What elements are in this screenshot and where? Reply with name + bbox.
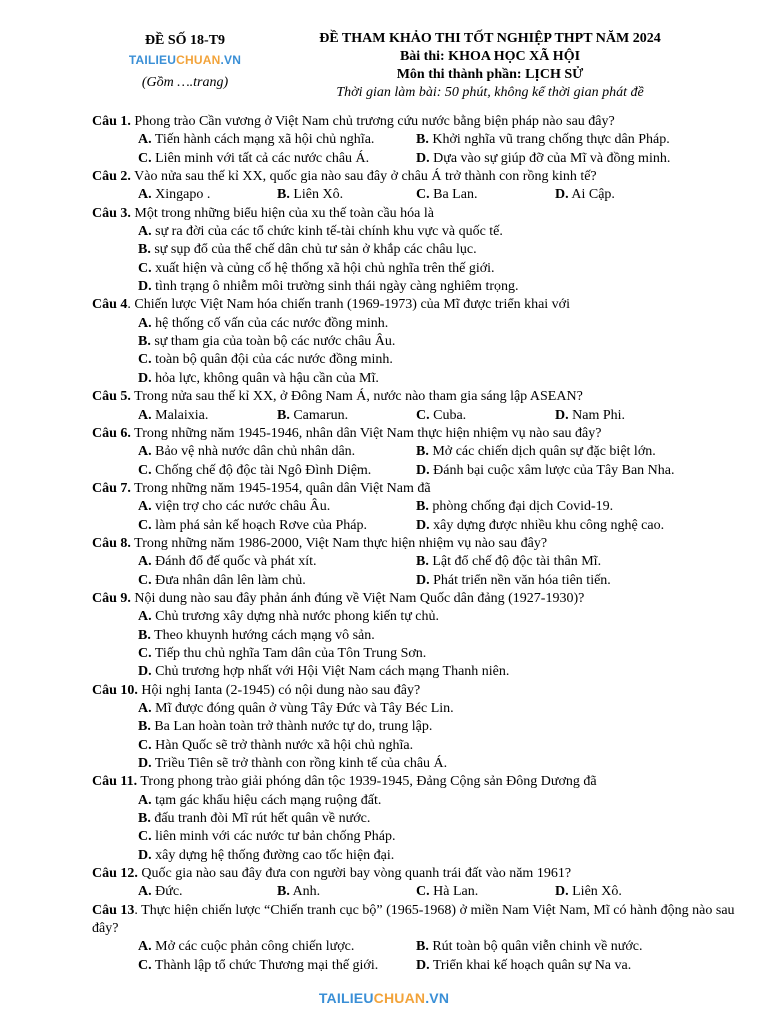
answer-key: C. [138, 150, 152, 166]
question-number: Câu 1. [92, 114, 131, 129]
question-2 [92, 168, 742, 186]
answer-key: C. [138, 957, 152, 973]
answer-option[interactable] [416, 131, 694, 149]
answer-key: B. [138, 811, 151, 827]
answer-key: A. [138, 407, 152, 423]
question-text: Trong những năm 1945-1946, nhân dân Việt Nam thực hiện nhiệm vụ nào sau đây? [130, 425, 602, 441]
question-text: Vào nửa sau thế kỉ XX, quốc gia nào sau đây ở châu Á trở thành con rồng kinh tế? [130, 169, 597, 185]
question-list [92, 113, 742, 975]
question-number: Câu 6. [92, 425, 131, 441]
answer-option[interactable] [138, 186, 277, 204]
exam-component: Môn thi thành phần: LỊCH SỬ [396, 67, 584, 82]
answer-row [92, 517, 742, 535]
answer-key: A. [138, 884, 152, 900]
answer-text: hệ thống cố vấn của các nước đồng minh. [151, 315, 389, 331]
answer-option[interactable] [416, 553, 694, 571]
answer-key: C. [138, 645, 152, 661]
answer-text: sự tham gia của toàn bộ các nước châu Âu. [150, 334, 396, 350]
question-text: Trong nửa sau thế kỉ XX, ở Đông Nam Á, nước nào tham gia sáng lập ASEAN? [130, 389, 583, 405]
answer-row [92, 223, 742, 241]
answer-text: xây dựng được nhiều khu công nghệ cao. [429, 517, 665, 533]
answer-row [92, 443, 742, 461]
header-left [100, 30, 270, 91]
answer-option[interactable] [138, 938, 416, 956]
answer-option[interactable] [555, 407, 694, 425]
question-text: Trong những năm 1945-1954, quân dân Việt Nam đã [130, 480, 431, 496]
answer-text: Camarun. [289, 407, 349, 423]
answer-option[interactable] [138, 443, 416, 461]
answer-key: B. [138, 627, 151, 643]
answer-key: A. [138, 609, 152, 625]
answer-text: Tiến hành cách mạng xã hội chủ nghĩa. [151, 132, 375, 148]
answer-text: Theo khuynh hướng cách mạng vô sản. [150, 627, 375, 643]
exam-time: Thời gian làm bài: 50 phút, không kể thời gian phát đề [336, 85, 644, 100]
answer-row [92, 810, 742, 828]
answer-text: sự sụp đổ của thể chế dân chủ tư sản ở khắp các châu lục. [150, 242, 477, 258]
answer-row [92, 150, 742, 168]
answer-option[interactable] [138, 279, 519, 294]
answer-text: viện trợ cho các nước châu Âu. [151, 499, 331, 515]
answer-key: C. [138, 260, 152, 276]
answer-text: Nam Phi. [568, 407, 626, 423]
answer-option[interactable] [138, 829, 395, 844]
answer-text: tình trạng ô nhiễm môi trường sinh thái ngày càng nghiêm trọng. [151, 279, 519, 295]
answer-option[interactable] [138, 738, 413, 753]
answer-text: Ai Cập. [568, 187, 615, 203]
answer-key: B. [138, 719, 151, 735]
answer-key: B. [277, 407, 290, 423]
answer-key: D. [138, 279, 152, 295]
answer-row [92, 718, 742, 736]
answer-option[interactable] [277, 407, 416, 425]
answer-row [92, 351, 742, 369]
answer-text: xuất hiện và củng cố hệ thống xã hội chủ nghĩa trên thế giới. [151, 260, 495, 276]
answer-row [92, 627, 742, 645]
answer-row [92, 572, 742, 590]
answer-option[interactable] [138, 664, 509, 679]
answer-option[interactable] [138, 957, 416, 975]
answer-option[interactable] [138, 719, 432, 734]
question-6 [92, 425, 742, 443]
footer-logo[interactable] [0, 991, 768, 1005]
answer-text: Liên Xô. [289, 187, 344, 203]
answer-option[interactable] [416, 150, 694, 168]
answer-key: D. [555, 187, 569, 203]
answer-option[interactable] [138, 261, 495, 276]
answer-key: B. [277, 187, 290, 203]
answer-row [92, 462, 742, 480]
answer-option[interactable] [138, 131, 416, 149]
question-text: Nội dung nào sau đây phản ánh đúng về Việt Nam Quốc dân đảng (1927-1930)? [130, 590, 585, 606]
answer-row [92, 407, 742, 425]
answer-key: D. [138, 664, 152, 680]
answer-option[interactable] [138, 371, 379, 386]
answer-text: Anh. [289, 884, 321, 900]
exam-subject: Bài thi: KHOA HỌC XÃ HỘI [399, 49, 581, 64]
answer-key: D. [138, 756, 152, 772]
answer-option[interactable] [138, 628, 375, 643]
answer-text: tạm gác khẩu hiệu cách mạng ruộng đất. [151, 792, 382, 808]
answer-key: D. [416, 957, 430, 973]
question-number: Câu 5. [92, 389, 131, 405]
answer-option[interactable] [416, 186, 555, 204]
answer-key: C. [138, 352, 152, 368]
question-number: Câu 2. [92, 169, 131, 185]
answer-text: Chủ trương xây dựng nhà nước phong kiến tự chủ. [151, 609, 440, 625]
answer-option[interactable] [138, 224, 503, 239]
answer-key: B. [138, 334, 151, 350]
site-logo[interactable] [100, 53, 270, 67]
question-5 [92, 388, 742, 406]
logo-part-1: TAILIEU [128, 53, 177, 67]
answer-text: hỏa lực, không quân và hậu cần của Mĩ. [151, 370, 379, 386]
answer-key: C. [138, 572, 152, 588]
answer-key: A. [138, 187, 152, 203]
answer-option[interactable] [138, 242, 477, 257]
question-text: Một trong những biểu hiện của xu thế toàn cầu hóa là [130, 205, 434, 221]
answer-text: Mở các cuộc phản công chiến lược. [151, 939, 355, 955]
answer-row [92, 278, 742, 296]
answer-row [92, 370, 742, 388]
question-number: Câu 9. [92, 590, 131, 606]
question-number: Câu 12. [92, 866, 138, 882]
answer-option[interactable] [138, 352, 393, 367]
answer-option[interactable] [138, 646, 426, 661]
question-number: Câu 13 [92, 902, 135, 918]
answer-key: D. [416, 572, 430, 588]
answer-key: D. [416, 517, 430, 533]
question-8 [92, 535, 742, 553]
answer-option[interactable] [138, 553, 416, 571]
answer-option[interactable] [138, 517, 416, 535]
answer-option[interactable] [416, 517, 694, 535]
answer-row [92, 645, 742, 663]
answer-key: C. [138, 737, 152, 753]
question-text: Trong những năm 1986-2000, Việt Nam thực hiện nhiệm vụ nào sau đây? [130, 535, 548, 551]
answer-option[interactable] [416, 572, 694, 590]
answer-row [92, 608, 742, 626]
footer [0, 988, 768, 1005]
answer-key: A. [138, 792, 152, 808]
answer-row [92, 131, 742, 149]
logo-part-2: CHUAN [176, 53, 221, 67]
answer-text: Xingapo . [151, 187, 211, 203]
answer-option[interactable] [416, 443, 694, 461]
answer-text: Mở các chiến dịch quân sự đặc biệt lớn. [428, 444, 656, 460]
answer-option[interactable] [416, 938, 694, 956]
answer-text: Hàn Quốc sẽ trở thành nước xã hội chủ nghĩa. [151, 737, 414, 753]
answer-row [92, 957, 742, 975]
answer-key: C. [138, 829, 152, 845]
answer-text: Malaixia. [151, 407, 209, 423]
question-text: Hội nghị Ianta (2-1945) có nội dung nào sau đây? [137, 682, 421, 698]
question-number: Câu 7. [92, 480, 131, 496]
answer-text: Tiếp thu chủ nghĩa Tam dân của Tôn Trung Sơn. [151, 645, 427, 661]
answer-option[interactable] [138, 793, 381, 808]
answer-key: D. [555, 884, 569, 900]
answer-text: Hà Lan. [429, 884, 479, 900]
question-1 [92, 113, 742, 131]
answer-text: Đánh đổ đế quốc và phát xít. [151, 554, 317, 570]
answer-key: D. [555, 407, 569, 423]
answer-key: A. [138, 444, 152, 460]
answer-text: Triều Tiên sẽ trở thành con rồng kinh tế của châu Á. [151, 756, 448, 772]
answer-key: B. [138, 242, 151, 258]
answer-key: D. [138, 370, 152, 386]
answer-row [92, 186, 742, 204]
answer-row [92, 755, 742, 773]
answer-key: A. [138, 499, 152, 515]
answer-text: sự ra đời của các tổ chức kinh tế-tài chính khu vực và quốc tế. [151, 224, 503, 240]
answer-row [92, 333, 742, 351]
answer-key: A. [138, 315, 152, 331]
answer-text: Dựa vào sự giúp đỡ của Mĩ và đồng minh. [429, 150, 671, 166]
answer-key: C. [138, 462, 152, 478]
question-text: Quốc gia nào sau đây đưa con người bay vòng quanh trái đất vào năm 1961? [137, 866, 572, 882]
answer-text: Đưa nhân dân lên làm chủ. [151, 572, 306, 588]
answer-text: Liên Xô. [568, 884, 622, 900]
answer-row [92, 700, 742, 718]
answer-key: A. [138, 224, 152, 240]
answer-text: Chống chế độ độc tài Ngô Đình Diệm. [151, 462, 372, 478]
answer-option[interactable] [555, 186, 694, 204]
logo-part-2: CHUAN [373, 990, 426, 1006]
answer-text: Đánh bại cuộc xâm lược của Tây Ban Nha. [429, 462, 675, 478]
question-13 [92, 902, 742, 939]
answer-row [92, 828, 742, 846]
answer-option[interactable] [277, 883, 416, 901]
answer-row [92, 938, 742, 956]
question-number: Câu 8. [92, 535, 131, 551]
answer-text: Ba Lan. [429, 187, 478, 203]
question-text: . Chiến lược Việt Nam hóa chiến tranh (1969-1973) của Mĩ được triển khai với [127, 297, 570, 313]
question-text: Phong trào Cần vương ở Việt Nam chủ trương cứu nước bằng biện pháp nào sau đây? [130, 114, 615, 129]
question-3 [92, 205, 742, 223]
answer-option[interactable] [416, 498, 694, 516]
answer-row [92, 792, 742, 810]
answer-option[interactable] [138, 150, 416, 168]
answer-key: C. [416, 187, 430, 203]
answer-text: làm phá sản kế hoạch Rơve của Pháp. [151, 517, 368, 533]
answer-text: Bảo vệ nhà nước dân chủ nhân dân. [151, 444, 356, 460]
header-right [290, 30, 690, 102]
answer-text: Mĩ được đóng quân ở vùng Tây Đức và Tây Béc Lin. [151, 701, 454, 716]
answer-option[interactable] [555, 883, 694, 901]
answer-key: B. [416, 499, 429, 515]
answer-text: Thành lập tổ chức Thương mại thế giới. [151, 957, 379, 973]
answer-option[interactable] [138, 609, 439, 624]
answer-key: A. [138, 939, 152, 955]
answer-option[interactable] [138, 407, 277, 425]
question-number: Câu 3. [92, 205, 131, 221]
answer-option[interactable] [416, 462, 694, 480]
answer-option[interactable] [138, 498, 416, 516]
answer-key: B. [416, 939, 429, 955]
answer-key: B. [416, 132, 429, 148]
answer-key: C. [416, 884, 430, 900]
answer-option[interactable] [138, 883, 277, 901]
answer-row [92, 663, 742, 681]
answer-text: Ba Lan hoàn toàn trở thành nước tự do, trung lập. [150, 719, 433, 735]
answer-text: đấu tranh đòi Mĩ rút hết quân về nước. [150, 811, 371, 827]
question-10 [92, 682, 742, 700]
answer-text: phòng chống đại dịch Covid-19. [428, 499, 614, 515]
answer-row [92, 498, 742, 516]
answer-option[interactable] [416, 883, 555, 901]
answer-key: A. [138, 132, 152, 148]
question-text: Trong phong trào giải phóng dân tộc 1939-1945, Đảng Cộng sản Đông Dương đã [137, 774, 597, 790]
answer-row [92, 553, 742, 571]
question-number: Câu 10. [92, 682, 138, 698]
question-number: Câu 4 [92, 297, 128, 313]
answer-text: xây dựng hệ thống đường cao tốc hiện đại. [151, 847, 395, 863]
answer-key: A. [138, 701, 152, 716]
exam-header [0, 30, 768, 110]
question-12 [92, 865, 742, 883]
answer-text: Cuba. [429, 407, 467, 423]
answer-key: D. [416, 462, 430, 478]
answer-row [92, 847, 742, 865]
answer-key: C. [416, 407, 430, 423]
answer-option[interactable] [138, 462, 416, 480]
answer-row [92, 260, 742, 278]
answer-key: B. [416, 444, 429, 460]
page-count: (Gồm ….trang) [141, 75, 229, 90]
answer-text: Liên minh với tất cả các nước châu Á. [151, 150, 370, 166]
question-4 [92, 296, 742, 314]
question-text: . Thực hiện chiến lược “Chiến tranh cục bộ” (1965-1968) ở miền Nam Việt Nam, Mĩ có hành động nào sau đây? [92, 902, 735, 937]
answer-text: Chủ trương hợp nhất với Hội Việt Nam cách mạng Thanh niên. [151, 664, 510, 680]
answer-text: Triển khai kế hoạch quân sự Na va. [429, 957, 632, 973]
answer-option[interactable] [416, 407, 555, 425]
answer-row [92, 315, 742, 333]
answer-option[interactable] [138, 848, 394, 863]
answer-key: D. [138, 847, 152, 863]
answer-text: liên minh với các nước tư bản chống Pháp. [151, 829, 396, 845]
exam-code: ĐỀ SỐ 18-T9 [144, 33, 226, 48]
exam-title: ĐỀ THAM KHẢO THI TỐT NGHIỆP THPT NĂM 2024 [319, 31, 661, 46]
answer-option[interactable] [138, 572, 416, 590]
answer-row [92, 883, 742, 901]
answer-row [92, 737, 742, 755]
answer-key: D. [416, 150, 430, 166]
answer-text: toàn bộ quân đội của các nước đồng minh. [151, 352, 393, 368]
answer-text: Phát triển nền văn hóa tiên tiến. [429, 572, 611, 588]
answer-text: Lật đổ chế độ độc tài thân Mĩ. [428, 554, 602, 570]
answer-key: B. [416, 554, 429, 570]
answer-option[interactable] [138, 701, 454, 716]
logo-part-1: TAILIEU [318, 990, 374, 1006]
answer-option[interactable] [138, 756, 447, 771]
answer-option[interactable] [138, 334, 395, 349]
logo-part-3: .VN [425, 990, 450, 1006]
answer-option[interactable] [277, 186, 416, 204]
answer-key: B. [277, 884, 290, 900]
answer-row [92, 241, 742, 259]
answer-option[interactable] [138, 811, 370, 826]
logo-part-3: .VN [220, 53, 242, 67]
answer-key: A. [138, 554, 152, 570]
answer-text: Đức. [151, 884, 183, 900]
answer-key: C. [138, 517, 152, 533]
answer-text: Rút toàn bộ quân viễn chinh về nước. [428, 939, 643, 955]
answer-option[interactable] [138, 316, 388, 331]
answer-text: Khởi nghĩa vũ trang chống thực dân Pháp. [428, 132, 670, 148]
question-7 [92, 480, 742, 498]
answer-option[interactable] [416, 957, 694, 975]
question-9 [92, 590, 742, 608]
question-11 [92, 773, 742, 791]
question-number: Câu 11. [92, 774, 138, 790]
